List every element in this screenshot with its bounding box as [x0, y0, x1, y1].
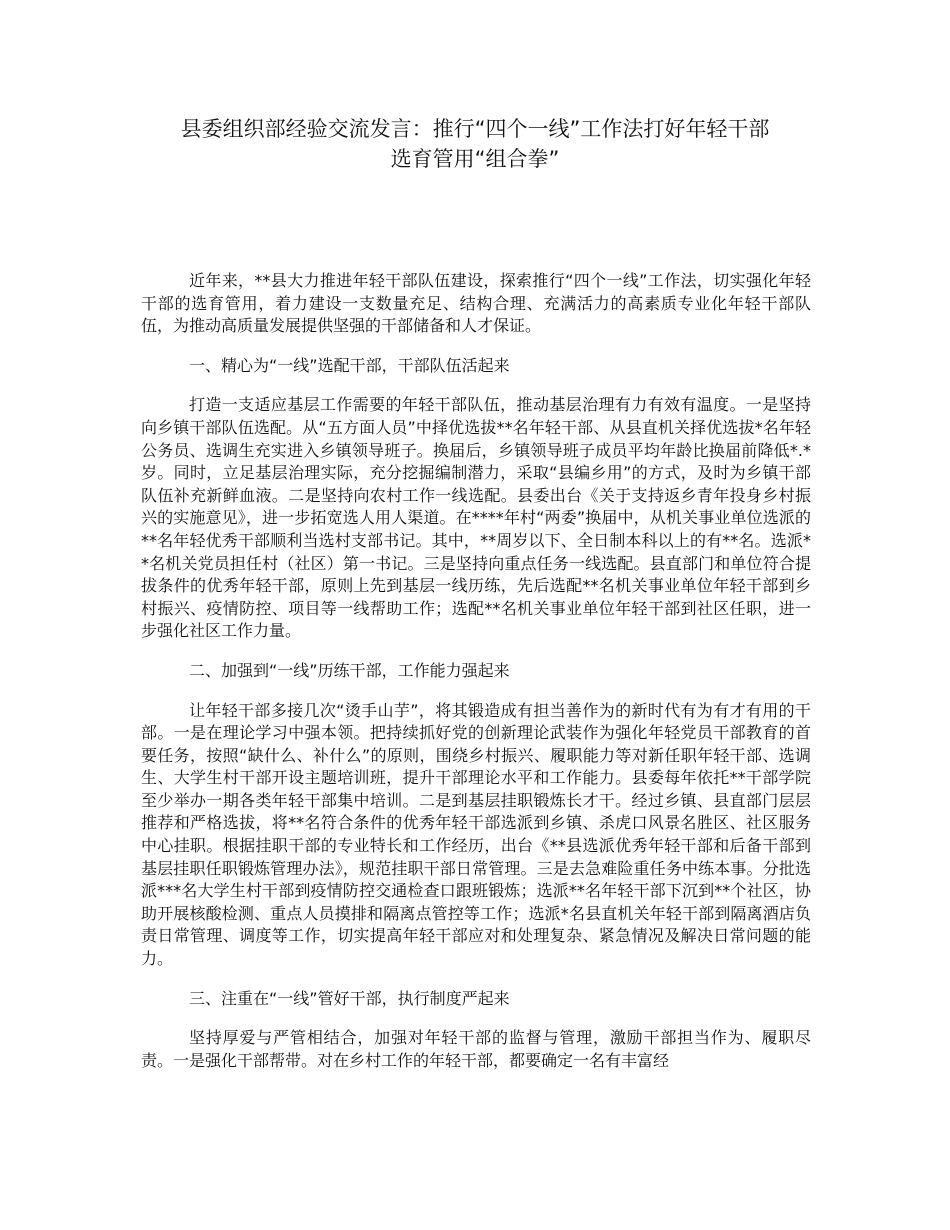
document-title [130, 114, 820, 174]
intro-paragraph: 近年来，**县大力推进年轻干部队伍建设，探索推行“四个一线”工作法，切实强化年轻干部的选育管用，着力建设一支数量充足、结构合理、充满活力的高素质专业化年轻干部队伍，为推动高质量发展提供坚强的干部储备和人才保证。 [141, 271, 811, 336]
section-1-heading: 一、精心为“一线”选配干部，干部队伍活起来 [189, 355, 510, 375]
section-2-paragraph: 让年轻干部多接几次“烫手山芋”，将其锻造成有担当善作为的新时代有为有才有用的干部。一是在理论学习中强本领。把持续抓好党的创新理论武装作为强化年轻党员干部教育的首要任务，按照“缺什么、补什么”的原则，围绕乡村振兴、履职能力等对新任职年轻干部、选调生、大学生村干部开设主题培训班，提升干部理论水平和工作能力。县委每年依托**干部学院至少举办一期各类年轻干部集中培训。二是到基层挂职锻炼长才干。经过乡镇、县直部门层层推荐和严格选拔，将**名符合条件的优秀年轻干部选派到乡镇、杀虎口风景名胜区、社区服务中心挂职。根据挂职干部的专业特长和工作经历，出台《**县选派优秀年轻干部和后备干部到基层挂职任职锻炼管理办法》，规范挂职干部日常管理。三是去急难险重任务中练本事。分批选派***名大学生村干部到疫情防控交通检查口跟班锻炼；选派**名年轻干部下沉到**个社区，协助开展核酸检测、重点人员摸排和隔离点管控等工作；选派*名县直机关年轻干部到隔离酒店负责日常管理、调度等工作，切实提高年轻干部应对和处理复杂、紧急情况及解决日常问题的能力。 [141, 700, 811, 969]
title-line-2: 选育管用“组合拳” [390, 147, 560, 171]
section-1-paragraph: 打造一支适应基层工作需要的年轻干部队伍，推动基层治理有力有效有温度。一是坚持向乡镇干部队伍选配。从“五方面人员”中择优选拔**名年轻干部、从县直机关择优选拔*名年轻公务员、选调生充实进入乡镇领导班子。换届后，乡镇领导班子成员平均年龄比换届前降低*.*岁。同时，立足基层治理实际，充分挖掘编制潜力，采取“县编乡用”的方式，及时为乡镇干部队伍补充新鲜血液。二是坚持向农村工作一线选配。县委出台《关于支持返乡青年投身乡村振兴的实施意见》，进一步拓宽选人用人渠道。在****年村“两委”换届中，从机关事业单位选派的**名年轻优秀干部顺利当选村支部书记。其中，**周岁以下、全日制本科以上的有**名。选派**名机关党员担任村（社区）第一书记。三是坚持向重点任务一线选配。县直部门和单位符合提拔条件的优秀年轻干部，原则上先到基层一线历练，先后选配**名机关事业单位年轻干部到乡村振兴、疫情防控、项目等一线帮助工作；选配**名机关事业单位年轻干部到社区任职，进一步强化社区工作力量。 [141, 395, 811, 641]
section-3-paragraph: 坚持厚爱与严管相结合，加强对年轻干部的监督与管理，激励干部担当作为、履职尽责。一是强化干部帮带。对在乡村工作的年轻干部，都要确定一名有丰富经 [141, 1028, 811, 1070]
section-3-heading: 三、注重在“一线”管好干部，执行制度严起来 [189, 988, 510, 1008]
title-line-1: 县委组织部经验交流发言：推行“四个一线”工作法打好年轻干部 [180, 117, 770, 141]
section-2-heading: 二、加强到“一线”历练干部，工作能力强起来 [189, 660, 510, 680]
document-body [141, 270, 811, 1089]
